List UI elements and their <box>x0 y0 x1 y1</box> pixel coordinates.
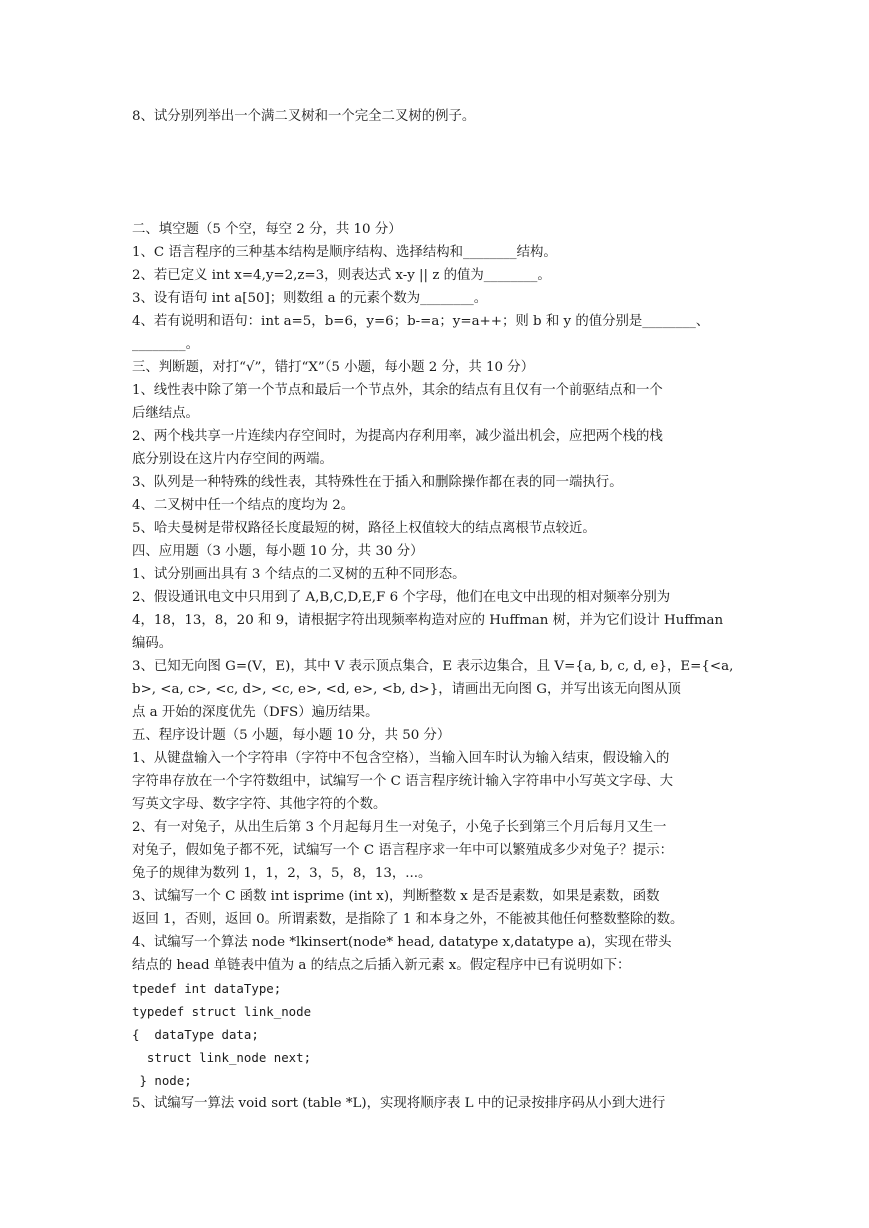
fill-in-3: 3、设有语句 int a[50]；则数组 a 的元素个数为________。 <box>132 291 488 306</box>
code-line-1: tpedef int dataType; <box>132 981 282 996</box>
fill-in-4: 4、若有说明和语句：int a=5，b=6，y=6；b-=a；y=a++；则 b 和 y 的值分别是________、 <box>132 314 710 329</box>
true-false-2: 2、两个栈共享一片连续内存空间时，为提高内存利用率，减少溢出机会，应把两个栈的栈 <box>132 429 663 444</box>
true-false-2-cont: 底分别设在这片内存空间的两端。 <box>132 452 333 467</box>
programming-1: 1、从键盘输入一个字符串（字符中不包含空格），当输入回车时认为输入结束，假设输入的 <box>132 751 670 766</box>
fill-in-2: 2、若已定义 int x=4,y=2,z=3，则表达式 x-y || z 的值为________。 <box>132 268 551 283</box>
application-3-cont: b>, <a, c>, <c, d>, <c, e>, <d, e>, <b, d>}，请画出无向图 G，并写出该无向图从顶 <box>132 682 681 697</box>
question-8: 8、试分别列举出一个满二叉树和一个完全二叉树的例子。 <box>132 109 476 124</box>
true-false-4: 4、二叉树中任一个结点的度均为 2。 <box>132 498 355 513</box>
application-2: 2、假设通讯电文中只用到了 A,B,C,D,E,F 6 个字母，他们在电文中出现的相对频率分别为 <box>132 590 671 605</box>
programming-2-cont: 对兔子，假如兔子都不死，试编写一个 C 语言程序求一年中可以繁殖成多少对兔子？提示： <box>132 843 673 858</box>
programming-5: 5、试编写一算法 void sort (table *L)，实现将顺序表 L 中的记录按排序码从小到大进行 <box>132 1096 666 1111</box>
application-2-cont: 4，18，13，8，20 和 9，请根据字符出现频率构造对应的 Huffman 树，并为它们设计 Huffman <box>132 613 724 628</box>
programming-3-cont: 返回 1，否则，返回 0。所谓素数，是指除了 1 和本身之外，不能被其他任何整数整除的数。 <box>132 912 684 927</box>
true-false-3: 3、队列是一种特殊的线性表，其特殊性在于插入和删除操作都在表的同一端执行。 <box>132 475 623 490</box>
code-line-3: { dataType data; <box>132 1027 259 1042</box>
code-line-4: struct link_node next; <box>132 1050 312 1065</box>
programming-4-cont: 结点的 head 单链表中值为 a 的结点之后插入新元素 x。假定程序中已有说明如下： <box>132 958 631 973</box>
application-3: 3、已知无向图 G=(V，E)，其中 V 表示顶点集合，E 表示边集合，且 V={a, b, c, d, e}，E={<a, <box>132 659 734 674</box>
section-true-false-heading: 三、判断题，对打“√”，错打“X”（5 小题，每小题 2 分，共 10 分） <box>132 360 535 375</box>
true-false-1: 1、线性表中除了第一个节点和最后一个节点外，其余的结点有且仅有一个前驱结点和一个 <box>132 383 663 398</box>
true-false-5: 5、哈夫曼树是带权路径长度最短的树，路径上权值较大的结点离根节点较近。 <box>132 521 596 536</box>
section-programming-heading: 五、程序设计题（5 小题，每小题 10 分，共 50 分） <box>132 728 451 743</box>
application-1: 1、试分别画出具有 3 个结点的二叉树的五种不同形态。 <box>132 567 466 582</box>
fill-in-4-cont: ________。 <box>132 337 199 352</box>
application-2-cont-2: 编码。 <box>132 636 173 651</box>
programming-2-cont-2: 兔子的规律为数列 1，1，2，3，5，8，13，...。 <box>132 866 432 881</box>
programming-1-cont: 字符串存放在一个字符数组中，试编写一个 C 语言程序统计输入字符串中小写英文字母、大 <box>132 774 673 789</box>
programming-1-cont-2: 写英文字母、数字字符、其他字符的个数。 <box>132 797 387 812</box>
fill-in-1: 1、C 语言程序的三种基本结构是顺序结构、选择结构和________结构。 <box>132 245 557 260</box>
code-line-5: } node; <box>132 1073 192 1088</box>
application-3-cont-2: 点 a 开始的深度优先（DFS）遍历结果。 <box>132 705 379 720</box>
programming-3: 3、试编写一个 C 函数 int isprime (int x)，判断整数 x 是否是素数，如果是素数，函数 <box>132 889 660 904</box>
section-fill-in-heading: 二、填空题（5 个空，每空 2 分，共 10 分） <box>132 222 402 237</box>
code-line-2: typedef struct link_node <box>132 1004 312 1019</box>
section-application-heading: 四、应用题（3 小题，每小题 10 分，共 30 分） <box>132 544 424 559</box>
true-false-1-cont: 后继结点。 <box>132 406 199 421</box>
programming-2: 2、有一对兔子，从出生后第 3 个月起每月生一对兔子，小兔子长到第三个月后每月又生一 <box>132 820 667 835</box>
programming-4: 4、试编写一个算法 node *lkinsert(node* head, datatype x,datatype a)，实现在带头 <box>132 935 672 950</box>
